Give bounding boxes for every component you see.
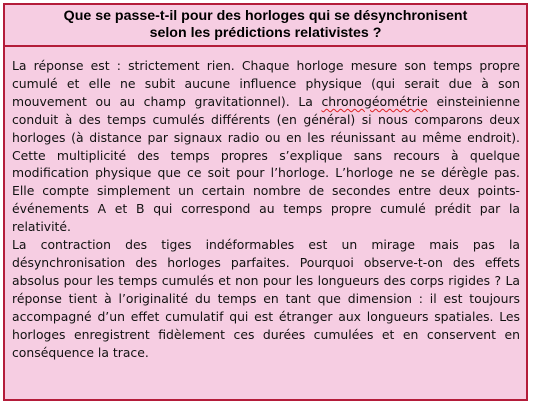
spellcheck-flagged-word[interactable]: chronogéométrie: [321, 93, 428, 109]
title-section: [5, 5, 526, 47]
paragraph-1-start: La réponse est : strictement rien. Chaque horloge mesure son temps propre cumulé et elle ne subit aucune influence physique (qui serait due à son mouvement ou au champ gravitationnel). La: [12, 58, 520, 109]
title-line-2: selon les prédictions relativistes ?: [149, 25, 382, 41]
paragraph-1: [12, 57, 520, 236]
text-box: [3, 3, 528, 401]
paragraph-2: La contraction des tiges indéformables est un mirage mais pas la désynchronisation des horloges parfaites. Pourquoi observe-t-on des effets absolus pour les temps cumulés et non pour les longueurs des corps rigides ? La réponse tient à l’originalité du temps en tant que dimension : il est toujours accompagné d’un effet cumulatif qui est étranger aux longueurs spatiales. Les horloges enregistrent fidèlement ces durées cumulées et en conservent en conséquence la trace.: [12, 237, 520, 360]
title-line-1: Que se passe-t-il pour des horloges qui se désynchronisent: [63, 8, 468, 24]
body-section: [5, 47, 526, 361]
paragraph-1-end: einsteinienne conduit à des temps cumulés différents (en général) si nous comparons deux horloges (à distance par signaux radio ou en les réunissant au même endroit). Cette multiplicité des temps propres s’explique sans recours à quelque modification physique que ce soit pour l’horloge. L’horloge ne se dérègle pas. Elle compte simplement un certain nombre de secondes entre deux points-événements A et B qui correspond au temps propre cumulé prédit par la relativité.: [12, 93, 520, 235]
